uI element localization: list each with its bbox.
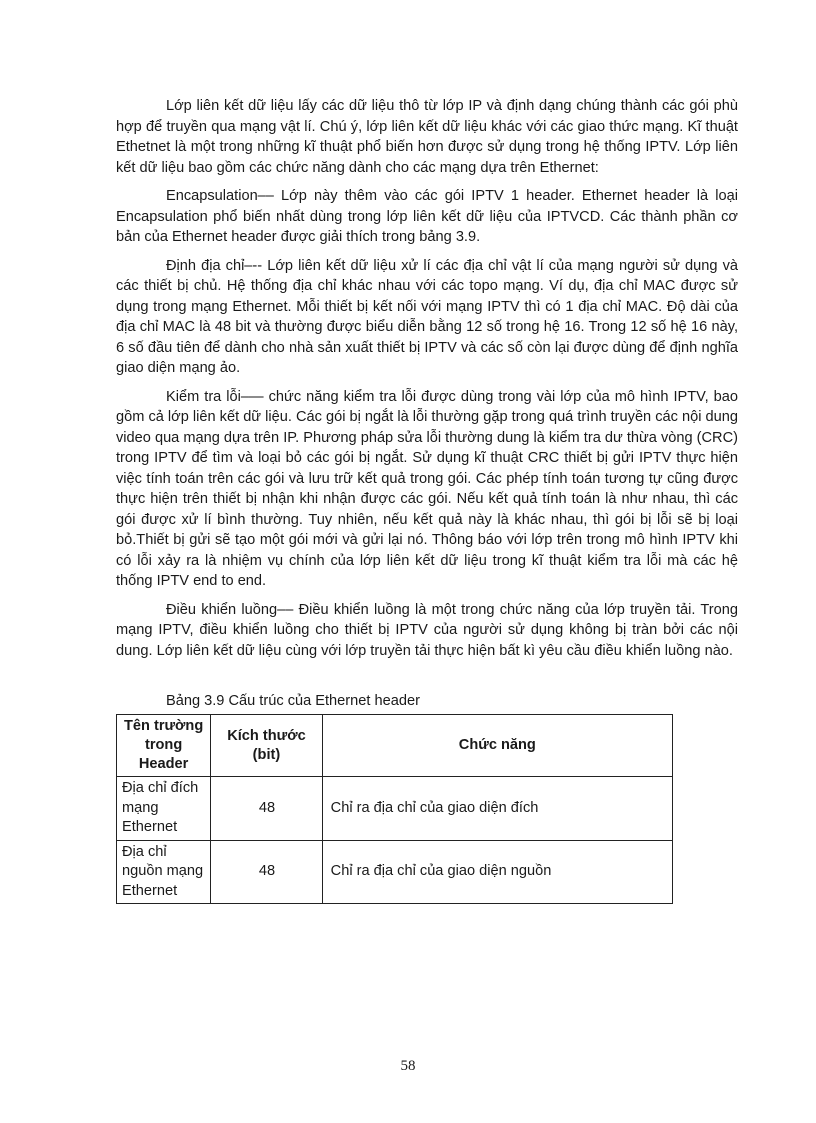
table-header-row — [117, 715, 673, 777]
paragraph-addressing: Định địa chỉ–-- Lớp liên kết dữ liệu xử lí các địa chỉ vật lí của mạng người sử dụng và các thiết bị chủ. Hệ thống địa chỉ khác nhau với các topo mạng. Ví dụ, địa chỉ MAC được sử dụng trong mạng Ethernet. Mỗi thiết bị kết nối với mạng IPTV thì có 1 địa chỉ MAC. Độ dài của địa chỉ MAC là 48 bit và thường được biểu diễn bằng 12 số trong hệ 16. Trong 12 số hệ 16 này, 6 số đầu tiên để dành cho nhà sản xuất thiết bị IPTV và các số còn lại được dùng để định nghĩa giao diện mạng ảo. — [116, 257, 738, 376]
table-caption: Bảng 3.9 Cấu trúc của Ethernet header — [166, 693, 420, 709]
table-row — [117, 777, 673, 841]
header-function: Chức năng — [322, 715, 672, 777]
paragraph-error-check: Kiểm tra lỗi–— chức năng kiểm tra lỗi được dùng trong vài lớp của mô hình IPTV, bao gồm cả lớp liên kết dữ liệu. Các gói bị ngắt là lỗi thường gặp trong quá trình truyền các nội dung video qua mạng dựa trên IP. Phương pháp sửa lỗi thường dung là kiểm tra dư thừa vòng (CRC) trong IPTV để tìm và loại bỏ các gói bị ngắt. Sử dụng kĩ thuật CRC thiết bị gửi IPTV thực hiện việc tính toán trên các gói và lưu trữ kết quả trong gói. Các phép tính toán tương tự cũng được thực hiện trên thiết bị nhận khi nhận được các gói. Nếu kết quả tính toán là như nhau, thì các gói được xử lí bình thường. Tuy nhiên, nếu kết quả này là khác nhau, thì gói bị lỗi sẽ bị loại bỏ.Thiết bị gửi sẽ tạo một gói mới và gửi lại nó. Thông báo với lớp trên trong mô hình IPTV khi có lỗi xảy ra là nhiệm vụ chính của lớp liên kết dữ liệu trong kĩ thuật kiểm tra lỗi mà các hệ thống IPTV end to end. — [116, 388, 738, 589]
paragraph-intro: Lớp liên kết dữ liệu lấy các dữ liệu thô từ lớp IP và định dạng chúng thành các gói phù hợp để truyền qua mạng vật lí. Chú ý, lớp liên kết dữ liệu khác với các giao thức mạng. Kĩ thuật Ethetnet là một trong những kĩ thuật phổ biến hơn được sử dụng trong hệ thống IPTV. Lớp liên kết dữ liệu bao gồm các chức năng dành cho các mạng dựa trên Ethernet: — [116, 98, 738, 176]
cell-field-name: Địa chỉ đích mạng Ethernet — [117, 777, 211, 841]
cell-function: Chỉ ra địa chỉ của giao diện nguồn — [322, 840, 672, 904]
document-body — [116, 96, 738, 904]
paragraph-encapsulation: Encapsulation–– Lớp này thêm vào các gói IPTV 1 header. Ethernet header là loại Encapsulation phổ biến nhất dùng trong lớp liên kết dữ liệu của IPTVCD. Các thành phần cơ bản của Ethernet header được giải thích trong bảng 3.9. — [116, 188, 738, 245]
cell-function: Chỉ ra địa chỉ của giao diện đích — [322, 777, 672, 841]
paragraph-flow-control: Điều khiển luồng–– Điều khiển luồng là một trong chức năng của lớp truyền tải. Trong mạng IPTV, điều khiển luồng cho thiết bị IPTV của người sử dụng không bị tràn bởi các nội dung. Lớp liên kết dữ liệu cùng với lớp truyền tải thực hiện bất kì yêu cầu điều khiển luồng nào. — [116, 601, 738, 659]
table-row — [117, 840, 673, 904]
header-field-name: Tên trường trong Header — [117, 715, 211, 777]
ethernet-header-table — [116, 714, 673, 904]
page-number: 58 — [400, 1058, 416, 1074]
cell-field-name: Địa chỉ nguồn mạng Ethernet — [117, 840, 211, 904]
header-size: Kích thước (bit) — [211, 715, 322, 777]
cell-size: 48 — [211, 840, 322, 904]
cell-size: 48 — [211, 777, 322, 841]
